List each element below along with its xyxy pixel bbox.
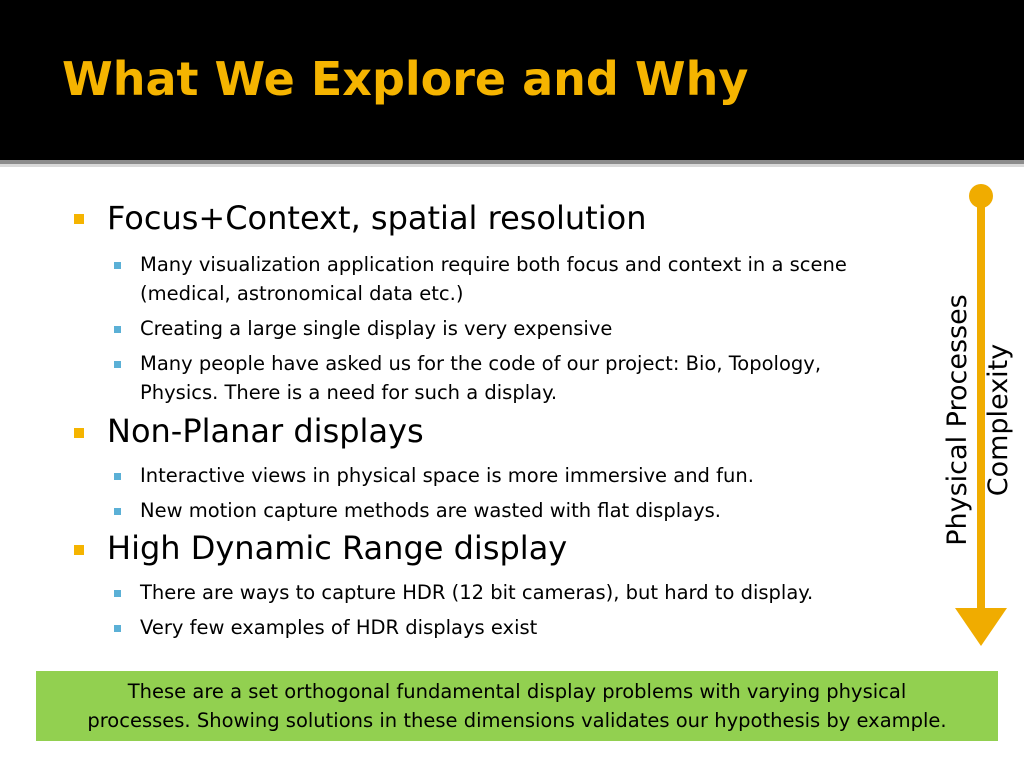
sub-bullet-marker (114, 473, 121, 480)
side-label-line: Physical Processes (942, 294, 973, 546)
side-label-text (937, 294, 1019, 546)
sub-bullet (140, 461, 940, 490)
sub-bullet-line: New motion capture methods are wasted with flat displays. (140, 499, 721, 522)
sub-bullet (140, 250, 940, 308)
callout-line: processes. Showing solutions in these dimensions validates our hypothesis by example. (87, 709, 947, 732)
slide-title: What We Explore and Why (62, 52, 749, 106)
sub-bullet-line: (medical, astronomical data etc.) (140, 282, 464, 305)
sub-bullet-marker (114, 326, 121, 333)
sub-bullet-line: There are ways to capture HDR (12 bit cameras), but hard to display. (140, 581, 814, 604)
sub-bullet-line: Many visualization application require both focus and context in a scene (140, 253, 847, 276)
section-heading: Non-Planar displays (107, 412, 424, 450)
sub-bullet (140, 349, 940, 407)
sub-bullet (140, 496, 940, 525)
bullet-marker (74, 214, 84, 224)
sub-bullet-line: Interactive views in physical space is more immersive and fun. (140, 464, 754, 487)
sub-bullet-line: Very few examples of HDR displays exist (140, 616, 538, 639)
side-label-line: Complexity (983, 343, 1014, 497)
sub-bullet (140, 314, 940, 343)
sub-bullet-line: Creating a large single display is very expensive (140, 317, 613, 340)
bullet-marker (74, 545, 84, 555)
sub-bullet-line: Many people have asked us for the code of our project: Bio, Topology, (140, 352, 822, 375)
sub-bullet-marker (114, 361, 121, 368)
section-heading: Focus+Context, spatial resolution (107, 199, 647, 237)
sub-bullet-marker (114, 262, 121, 269)
sub-bullet-marker (114, 625, 121, 632)
callout-line: These are a set orthogonal fundamental display problems with varying physical (127, 680, 907, 703)
sub-bullet-marker (114, 590, 121, 597)
bullet-marker (74, 428, 84, 438)
section-heading: High Dynamic Range display (107, 529, 568, 567)
sub-bullet (140, 578, 940, 607)
sub-bullet (140, 613, 940, 642)
arrow-head-icon (955, 608, 1007, 646)
conclusion-callout (36, 671, 998, 741)
sub-bullet-line: Physics. There is a need for such a display. (140, 381, 558, 404)
sub-bullet-marker (114, 508, 121, 515)
